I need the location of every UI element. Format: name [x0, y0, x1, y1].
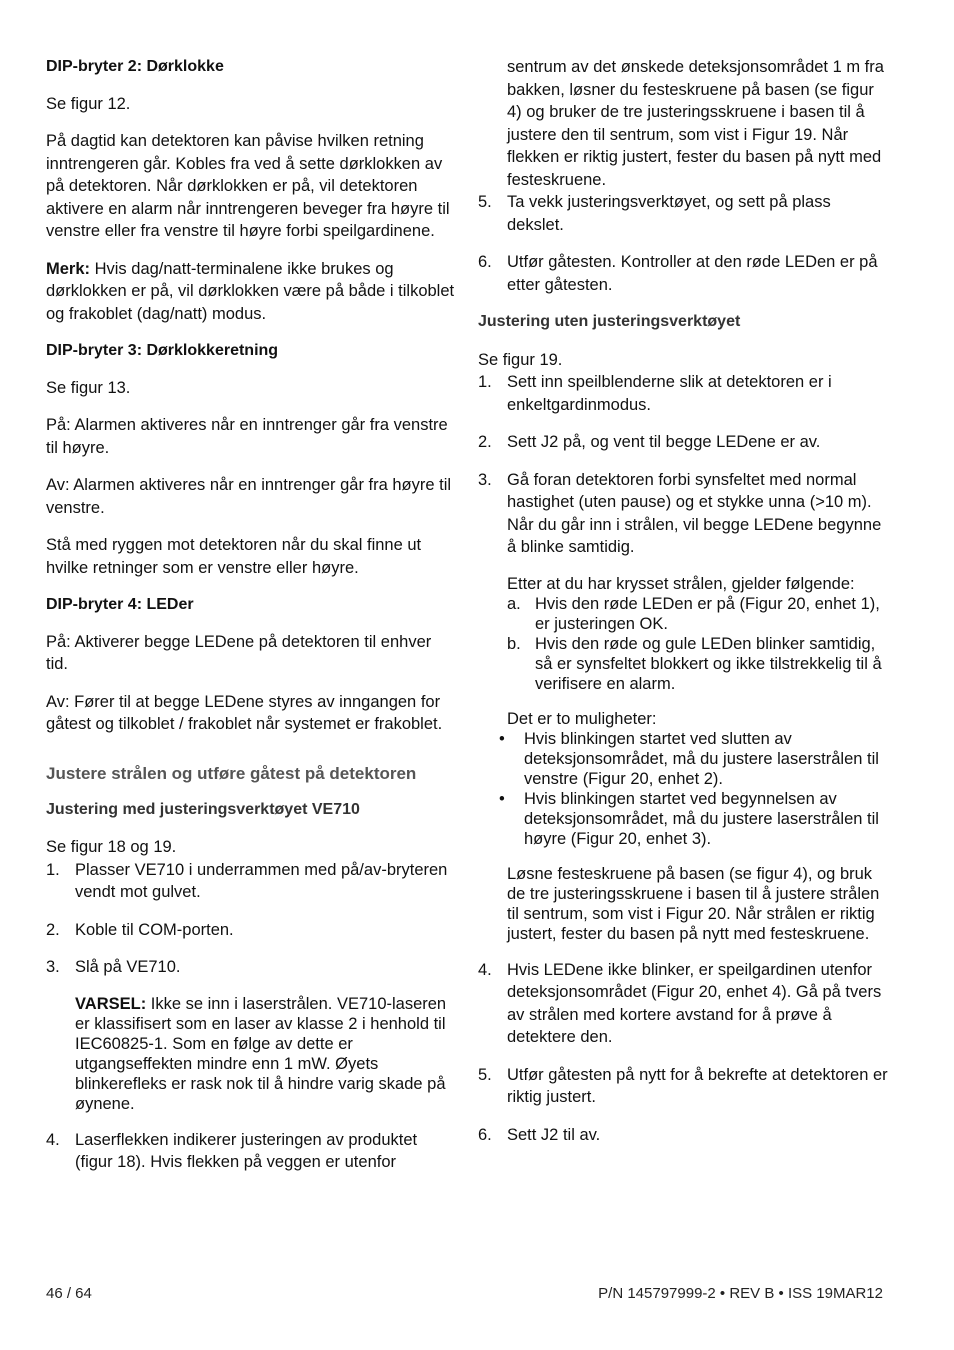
- no-tool-steps: [478, 371, 888, 1146]
- list-item: 4. Laserflekken indikerer justeringen av produktet (figur 18). Hvis flekken på veggen er utenfor: [46, 1130, 418, 1171]
- dip3-figure-ref: Se figur 13.: [46, 378, 131, 397]
- document-reference: P/N 145797999-2 • REV B • ISS 19MAR12: [598, 1285, 883, 1302]
- ve710-heading: Justering med justeringsverktøyet VE710: [46, 800, 360, 818]
- loosen-paragraph: Løsne festeskruene på basen (se figur 4), og bruk de tre justeringsskruene i basen til å justere strålen til sentrum, som vist i Figur 20. Når strålen er riktig justert, fester du basen på nytt med festeskruene.: [507, 864, 880, 943]
- list-item: 3. Slå på VE710. VARSEL: Ikke se inn i laserstrålen. VE710-laseren er klassifisert som en laser av klasse 2 i henhold til IEC60825-1. Som en følge av dette er utgangseffekten mindre enn 1 mW. Øyets blinkerefleks er rask nok til å hindre varig skade på øynene.: [46, 956, 456, 1114]
- list-item: 5. Ta vekk justeringsverktøyet, og sett på plass dekslet.: [478, 193, 831, 234]
- list-item: a. Hvis den røde LEDen er på (Figur 20, enhet 1), er justeringen OK.: [507, 594, 880, 633]
- dip2-note: [46, 258, 456, 326]
- list-item: 2. Sett J2 på, og vent til begge LEDene er av.: [478, 433, 821, 451]
- dip2-figure-ref: Se figur 12.: [46, 94, 131, 113]
- dip4-on-paragraph: På: Aktiverer begge LEDene på detektoren til enhver tid.: [46, 632, 432, 673]
- after-crossing-intro: Etter at du har krysset strålen, gjelder følgende:: [507, 574, 855, 593]
- dip4-off-paragraph: Av: Fører til at begge LEDene styres av inngangen for gåtest og tilkoblet / frakoblet når systemet er frakoblet.: [46, 692, 443, 733]
- dip3-heading: DIP-bryter 3: Dørklokkeretning: [46, 342, 279, 359]
- warning-label: VARSEL:: [75, 994, 147, 1013]
- step4-continuation: sentrum av det ønskede deteksjonsområdet 1 m fra bakken, løsner du festeskruene på basen (se figur 4) og bruker de tre justeringsskruene i basen til å justere den til sentrum, som vist i Figur 19. Når flekken er riktig justert, fester du basen på nytt med festeskruene.: [507, 58, 884, 189]
- left-column: [46, 56, 456, 1174]
- list-item: 3. Gå foran detektoren forbi synsfeltet med normal hastighet (uten pause) og et stykke unna (>10 m). Når du går inn i strålen, vil begge LEDene begynne å blinke samtidig. Etter at du har krysset strålen, gjelder følgende: a. Hvis den røde LEDen er på (Figur 20, enhet 1), er justeringen OK. b. Hvis den røde og gule LEDen blinker samtidig, så er synsfeltet blokkert og ikke tilstrekkelig til å verifisere en alarm. Det er to muligheter: • Hvis blinkingen startet ved slutten av deteksjonsområdet, må du justere laserstrålen til venstre (Figur 20, enhet 2). • Hvis blinkingen startet ved begynnelsen av deteksjonsområdet, må du justere laserstrålen til høyre (Figur 20, enhet 3). Løsne festeskruene på basen (se figur 4), og bruk de tre justeringsskruene i basen til å justere strålen til sentrum, som vist i Figur 20. Når strålen er riktig justert, fester du basen på nytt med festeskruene.: [478, 469, 888, 944]
- ve710-steps: [46, 859, 456, 1174]
- list-item: 2. Koble til COM-porten.: [46, 920, 234, 939]
- options-intro: Det er to muligheter:: [507, 709, 657, 728]
- note-label: Merk:: [46, 259, 91, 278]
- note-text: Hvis dag/natt-terminalene ikke brukes og dørklokken er på, vil dørklokken være på både i tilkoblet og frakoblet (dag/natt) modus.: [46, 259, 455, 323]
- dip4-heading: DIP-bryter 4: LEDer: [46, 596, 194, 613]
- no-tool-heading: Justering uten justeringsverktøyet: [478, 313, 741, 330]
- list-item: 6. Utfør gåtesten. Kontroller at den røde LEDen er på etter gåtesten.: [478, 253, 878, 294]
- list-item: 5. Utfør gåtesten på nytt for å bekrefte at detektoren er riktig justert.: [478, 1065, 888, 1106]
- list-item: 1. Sett inn speilblenderne slik at detektoren er i enkeltgardinmodus.: [478, 373, 832, 414]
- ve710-figure-ref: Se figur 18 og 19.: [46, 838, 177, 856]
- warning-text: Ikke se inn i laserstrålen. VE710-laseren er klassifisert som en laser av klasse 2 i henhold til IEC60825-1. Som en følge av dette er utgangseffekten mindre enn 1 mW. Øyets blinkerefleks er rask nok til å hindre varig skade på øynene.: [75, 994, 447, 1113]
- dip2-heading: DIP-bryter 2: Dørklokke: [46, 58, 224, 75]
- dip2-paragraph: På dagtid kan detektoren kan påvise hvilken retning inntrengeren går. Kobles fra ved å sette dørklokken av på detektoren. Når dørklokken er på, vil detektoren aktivere en alarm når inntrengeren beveger fra høyre til venstre eller fra venstre til høyre forbi speilgardinene.: [46, 132, 450, 240]
- section-heading: Justere strålen og utføre gåtest på detektoren: [46, 763, 417, 783]
- list-item: b. Hvis den røde og gule LEDen blinker samtidig, så er synsfeltet blokkert og ikke tilstrekkelig til å verifisere en alarm.: [507, 634, 882, 693]
- dip3-orientation-paragraph: Stå med ryggen mot detektoren når du skal finne ut hvilke retninger som er venstre eller høyre.: [46, 536, 422, 577]
- dip3-on-paragraph: På: Alarmen aktiveres når en inntrenger går fra venstre til høyre.: [46, 416, 448, 457]
- after-crossing-list: [507, 594, 888, 694]
- ve710-steps-continued: [478, 191, 888, 296]
- list-item: 4. Hvis LEDene ikke blinker, er speilgardinen utenfor deteksjonsområdet (Figur 20, enhet 4). Gå på tvers av strålen med kortere avstand for å prøve å detektere den.: [478, 960, 882, 1046]
- laser-warning: [75, 994, 456, 1114]
- page-number: 46 / 64: [46, 1285, 92, 1302]
- options-list: [499, 729, 888, 849]
- dip3-off-paragraph: Av: Alarmen aktiveres når en inntrenger går fra høyre til venstre.: [46, 476, 452, 517]
- right-column: [478, 56, 888, 1146]
- list-item: 1. Plasser VE710 i underrammen med på/av-bryteren vendt mot gulvet.: [46, 860, 448, 901]
- list-item: • Hvis blinkingen startet ved slutten av deteksjonsområdet, må du justere laserstrålen til venstre (Figur 20, enhet 2).: [499, 729, 879, 788]
- no-tool-figure-ref: Se figur 19.: [478, 350, 563, 369]
- list-item: • Hvis blinkingen startet ved begynnelsen av deteksjonsområdet, må du justere laserstrålen til høyre (Figur 20, enhet 3).: [499, 789, 879, 848]
- list-item: 6. Sett J2 til av.: [478, 1125, 601, 1144]
